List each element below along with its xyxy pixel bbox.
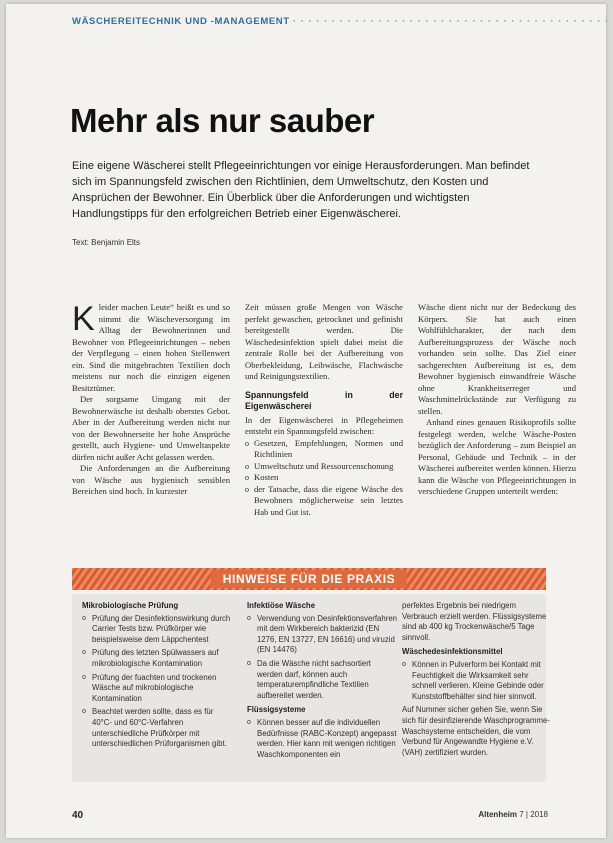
tips-list — [402, 660, 552, 702]
list-item: o Prüfung der Desinfektionswirkung durch Carrier Tests bzw. Prüfkörper wie beispielsweise dem Läppchentest — [82, 614, 232, 646]
magazine-page — [6, 4, 610, 838]
paragraph: Der sorgsame Umgang mit der Bewohnerwäsche ist deshalb oberstes Gebot. Aber in der Aufbereitung werden nicht nur von der Bewohnerseite her hohe Ansprüche gestellt, auch Hygiene- und Umweltaspekte dürfen nicht außer Acht gelassen werden. — [72, 394, 230, 462]
paragraph: leider machen Leute“ heißt es und so nimmt die Wäscheversorgung im Alltag der Bewohnerinnen und Bewohner von Pflegeeinrichtungen – neben der Verpflegung – einen hohen Stellenwert ein. Sind die mitgebrachten Textilien doch meistens nur noch die einzigen eigenen Besitztümer. — [72, 302, 230, 393]
tips-heading: Wäschedesinfektionsmittel — [402, 647, 503, 657]
tips-heading: Infektiöse Wäsche — [247, 601, 316, 610]
footer-magazine — [478, 810, 548, 819]
tips-list — [247, 614, 397, 702]
tips-list — [247, 718, 397, 760]
section-header — [72, 16, 610, 27]
subheading: Spannungsfeld in der Eigenwäscherei — [245, 389, 403, 411]
list-item: o Können in Pulverform bei Kontakt mit Feuchtigkeit die Wirksamkeit sehr schnell verlieren. Kleine Gebinde oder Kunststoffbehälter sind hier sinnvoll. — [402, 660, 552, 702]
tips-heading: Mikrobiologische Prüfung — [82, 601, 179, 610]
tips-list — [82, 614, 232, 750]
issue-number: 7 | 2018 — [519, 810, 548, 819]
banner-label: HINWEISE FÜR DIE PRAXIS — [211, 570, 407, 588]
list-item: o Prüfung des letzten Spülwassers auf mikrobiologische Kontamination — [82, 648, 232, 669]
tips-column-3 — [402, 601, 552, 761]
paragraph: Die Anforderungen an die Aufbereitung von Wäsche aus hygienisch sensiblen Bereichen sind hoch. In kurzester — [72, 463, 230, 496]
tips-column-2 — [247, 601, 397, 763]
list-item: o Gesetzen, Empfehlungen, Normen und Richtlinien — [245, 438, 403, 461]
paragraph: Wäsche dient nicht nur der Bedeckung des Körpers. Sie hat auch einen Wohlfühlcharakter, der nach dem Aufbereitungsprozess der Wäsche noch vorhanden sein sollte. Das Ziel einer sachgerechten Aufbereitung ist es, dem Bewohner hygienisch einwandfreie Wäsche ohne Krankheitserreger und Waschmittelrückstände zur Verfügung zu stellen. — [418, 302, 576, 416]
list-item: o Verwendung von Desinfektionsverfahren mit dem Wirkbereich bakterizid (EN 1276, EN 13727, EN 16616) und viruzid (EN 14476) — [247, 614, 397, 656]
body-column-1 — [72, 302, 230, 498]
list-item: o Da die Wäsche nicht sachsortiert werden darf, können auch temperaturempfindliche Textilien aufbereitet werden. — [247, 659, 397, 701]
paragraph: Anhand eines genauen Risikoprofils sollte festgelegt werden, welche Wäsche-Posten bezüglich der Anforderung – zum Beispiel an Personal, Gebäude und Technik – in der Wäscherei aufbereitet werden können. Hierzu kann die Wäsche von Pflegeeinrichtungen in verschiedene Gruppen unterteilt werden: — [418, 417, 576, 496]
list-item: o Kosten — [245, 472, 403, 484]
bullet-list — [245, 438, 403, 519]
section-header-dots: · · · · · · · · · · · · · · · · · · · · · · · · · · · · · · · · · · · · · · · · · — [292, 16, 610, 27]
article-headline: Mehr als nur sauber — [70, 102, 375, 139]
paragraph: Zeit müssen große Mengen von Wäsche perfekt gewaschen, getrocknet und gefinisht bereitgestellt werden. Die Wäschedesinfektion spielt dabei meist die zentrale Rolle bei der Aufbereitung von Oberbekleidung, Leibwäsche, Flachwäsche und Reinigungstextilien. — [245, 302, 403, 381]
page-number: 40 — [72, 810, 84, 821]
tips-column-1 — [82, 601, 232, 753]
dropcap: K — [72, 300, 95, 338]
tips-banner — [72, 568, 546, 590]
body-column-2 — [245, 302, 403, 518]
paragraph: In der Eigenwäscherei in Pflegeheimen entsteht ein Spannungsfeld zwischen: — [245, 414, 403, 436]
paragraph: Auf Nummer sicher gehen Sie, wenn Sie sich für desinfizierende Waschprogramme-Waschsysteme entscheiden, die vom Verbund für Angewandte Hygiene e.V. (VAH) zertifiziert wurden. — [402, 705, 550, 757]
article-lead: Eine eigene Wäscherei stellt Pflegeeinrichtungen vor einige Herausforderungen. Man befindet sich im Spannungsfeld zwischen den Richtlinien, dem Umweltschutz, den Kosten und Ansprüchen der Bewohner. Ein Überblick über die Anforderungen und wichtigsten Handlungstipps für den erfolgreichen Betrieb einer Eigenwäscherei. — [72, 160, 530, 220]
list-item: o Beachtet werden sollte, dass es für 40°C- und 60°C-Verfahren unterschiedliche Prüfkörper mit unterschiedlichen Prüforganismen gibt. — [82, 707, 232, 749]
section-header-text: WÄSCHEREITECHNIK UND -MANAGEMENT — [72, 16, 290, 27]
body-column-3 — [418, 302, 576, 498]
paragraph: perfektes Ergebnis bei niedrigem Verbrauch erzielt werden. Flüssigsysteme sind ab 400 kg Trockenwäsche/5 Tage sinnvoll. — [402, 601, 547, 642]
magazine-name: Altenheim — [478, 810, 517, 819]
list-item: o Umweltschutz und Ressourcenschonung — [245, 461, 403, 473]
tips-heading: Flüssigsysteme — [247, 705, 306, 715]
list-item: o Können besser auf die individuellen Bedürfnisse (RABC-Konzept) angepasst werden. Hier kann mit wenigen richtigen Waschkomponenten ein — [247, 718, 397, 760]
list-item: o Prüfung der fuachten und trockenen Wäsche auf mikrobiologische Kontamination — [82, 673, 232, 705]
list-item: o der Tatsache, dass die eigene Wäsche des Bewohners möglicherweise sein letztes Hab und Gut ist. — [245, 484, 403, 519]
article-author: Text: Benjamin Elts — [72, 238, 141, 247]
